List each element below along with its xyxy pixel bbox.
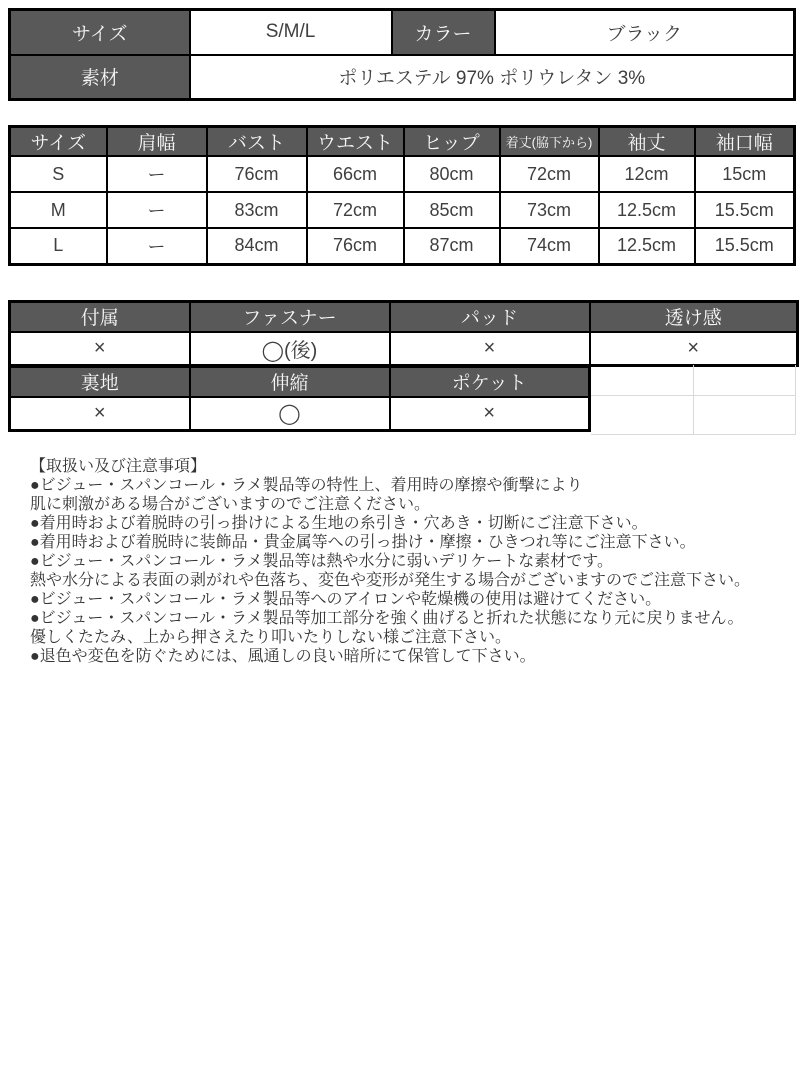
value-pad: × — [390, 332, 590, 366]
cell-l-sleeve: 12.5cm — [599, 228, 695, 264]
cell-m-waist: 72cm — [307, 192, 404, 228]
spec-value-row-2 — [10, 397, 590, 431]
header-sheerness: 透け感 — [590, 302, 798, 332]
cell-s-waist: 66cm — [307, 156, 404, 192]
header-fastener: ファスナー — [190, 302, 390, 332]
cell-l-length: 74cm — [500, 228, 599, 264]
spec-table-bottom — [8, 365, 591, 432]
info-row-material — [10, 55, 795, 100]
col-header-cuff: 袖口幅 — [695, 127, 795, 157]
size-row-m — [10, 192, 795, 228]
cell-s-cuff: 15cm — [695, 156, 795, 192]
cell-l-waist: 76cm — [307, 228, 404, 264]
col-header-bust: バスト — [207, 127, 307, 157]
cell-m-sleeve: 12.5cm — [599, 192, 695, 228]
value-sheerness: × — [590, 332, 798, 366]
info-row-size-color — [10, 10, 795, 55]
material-value-cell: ポリエステル 97% ポリウレタン 3% — [190, 55, 795, 100]
cell-s-bust: 76cm — [207, 156, 307, 192]
cell-s-sleeve: 12cm — [599, 156, 695, 192]
col-header-shoulder: 肩幅 — [107, 127, 207, 157]
care-note-line: ●ビジュー・スパンコール・ラメ製品等は熱や水分に弱いデリケートな素材です。 — [30, 553, 613, 570]
color-value-cell: ブラック — [495, 10, 795, 55]
col-header-hip: ヒップ — [404, 127, 500, 157]
spec-value-row-1 — [10, 332, 798, 366]
care-note-line: ●着用時および着脱時に装飾品・貴金属等への引っ掛け・摩擦・ひきつれ等にご注意下さい。 — [30, 534, 696, 551]
size-chart-table — [8, 125, 796, 266]
size-label-cell: サイズ — [10, 10, 190, 55]
cell-l-size: L — [10, 228, 107, 264]
care-note-line: ●ビジュー・スパンコール・ラメ製品等の特性上、着用時の摩擦や衝撃により — [30, 477, 583, 494]
cell-l-shoulder: ー — [107, 228, 207, 264]
size-row-s — [10, 156, 795, 192]
cell-s-size: S — [10, 156, 107, 192]
col-header-sleeve: 袖丈 — [599, 127, 695, 157]
empty-cell — [591, 396, 694, 435]
spec-header-row-2 — [10, 367, 590, 397]
cell-l-hip: 87cm — [404, 228, 500, 264]
size-row-l — [10, 228, 795, 264]
cell-l-cuff: 15.5cm — [695, 228, 795, 264]
empty-cell — [694, 365, 796, 396]
size-chart-header-row — [10, 127, 795, 157]
care-note-line: ●ビジュー・スパンコール・ラメ製品等へのアイロンや乾燥機の使用は避けてください。 — [30, 591, 662, 608]
spec-table-top — [8, 300, 799, 367]
info-table — [8, 8, 796, 101]
care-note-line: ●着用時および着脱時の引っ掛けによる生地の糸引き・穴あき・切断にご注意下さい。 — [30, 515, 648, 532]
spec-bottom-row — [8, 365, 800, 435]
col-header-size: サイズ — [10, 127, 107, 157]
cell-m-length: 73cm — [500, 192, 599, 228]
cell-m-hip: 85cm — [404, 192, 500, 228]
col-header-waist: ウエスト — [307, 127, 404, 157]
value-pocket: × — [390, 397, 590, 431]
value-stretch: ◯ — [190, 397, 390, 431]
header-accessories: 付属 — [10, 302, 190, 332]
header-pad: パッド — [390, 302, 590, 332]
empty-cell — [591, 365, 694, 396]
size-value-cell: S/M/L — [190, 10, 392, 55]
header-stretch: 伸縮 — [190, 367, 390, 397]
cell-s-length: 72cm — [500, 156, 599, 192]
spec-header-row-1 — [10, 302, 798, 332]
cell-m-bust: 83cm — [207, 192, 307, 228]
empty-grid-cells — [591, 365, 796, 435]
value-fastener: ◯(後) — [190, 332, 390, 366]
care-note-line: 肌に刺激がある場合がございますのでご注意ください。 — [30, 496, 431, 513]
material-label-cell: 素材 — [10, 55, 190, 100]
col-header-length: 着丈(脇下から) — [500, 127, 599, 157]
care-notes-title: 【取扱い及び注意事項】 — [30, 458, 207, 475]
header-pocket: ポケット — [390, 367, 590, 397]
spec-tables — [8, 300, 800, 435]
cell-l-bust: 84cm — [207, 228, 307, 264]
cell-m-shoulder: ー — [107, 192, 207, 228]
care-note-line: 優しくたたみ、上から押さえたり叩いたりしない様ご注意下さい。 — [30, 629, 511, 646]
care-note-line: ●ビジュー・スパンコール・ラメ製品等加工部分を強く曲げると折れた状態になり元に戻りません。 — [30, 610, 744, 627]
header-lining: 裏地 — [10, 367, 190, 397]
value-lining: × — [10, 397, 190, 431]
cell-s-shoulder: ー — [107, 156, 207, 192]
cell-s-hip: 80cm — [404, 156, 500, 192]
cell-m-size: M — [10, 192, 107, 228]
empty-cell — [694, 396, 796, 435]
cell-m-cuff: 15.5cm — [695, 192, 795, 228]
care-note-line: 熱や水分による表面の剥がれや色落ち、変色や変形が発生する場合がございますのでご注意下さい。 — [30, 572, 751, 589]
care-note-line: ●退色や変色を防ぐためには、風通しの良い暗所にて保管して下さい。 — [30, 648, 536, 665]
value-accessories: × — [10, 332, 190, 366]
care-notes — [30, 457, 790, 666]
color-label-cell: カラー — [392, 10, 495, 55]
